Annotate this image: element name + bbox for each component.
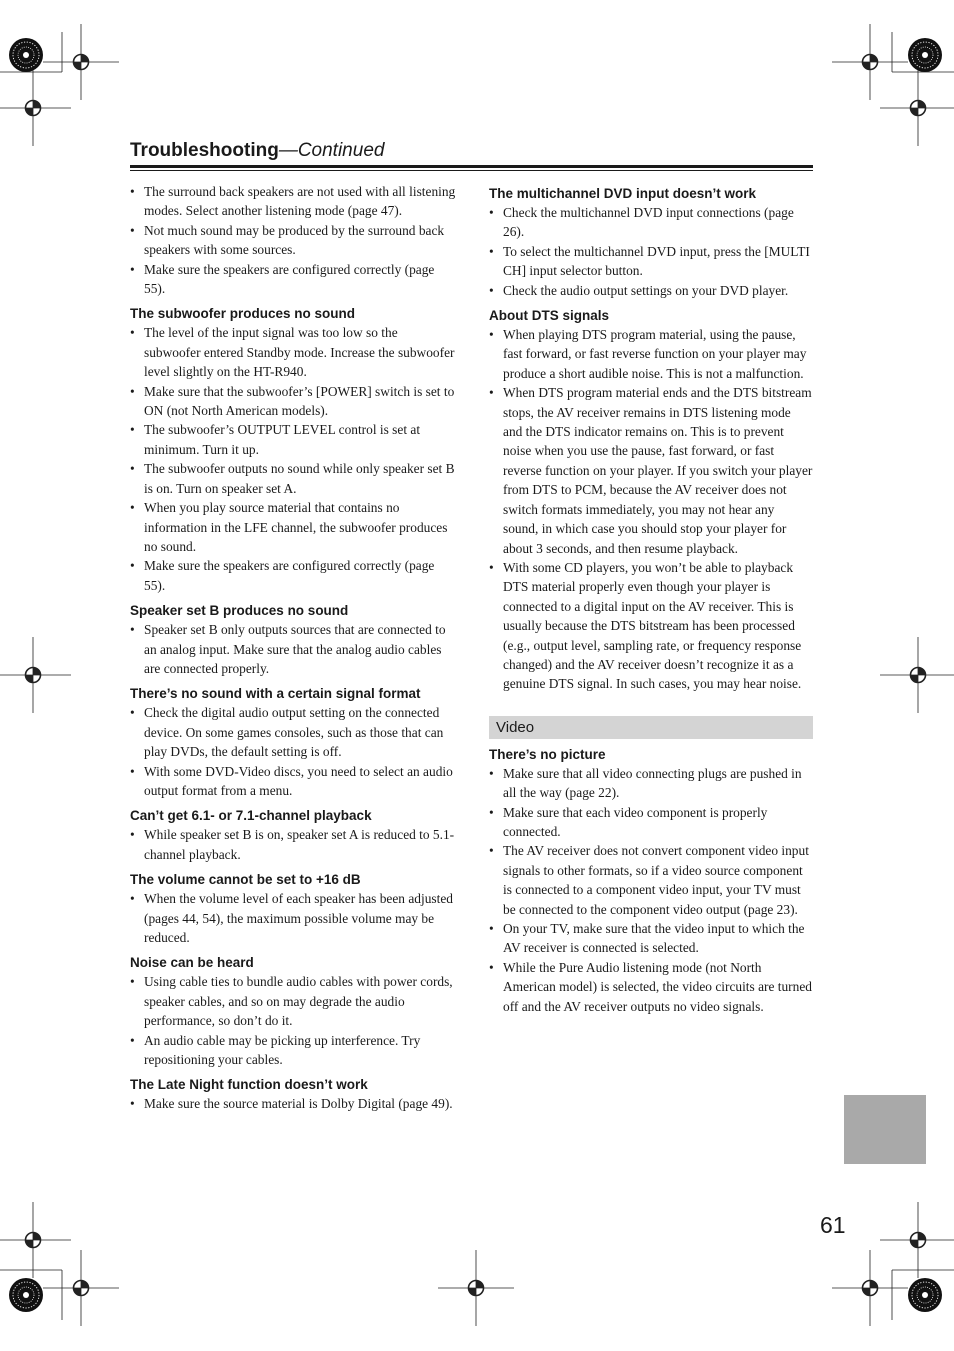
page-title-main: Troubleshooting [130, 140, 279, 161]
list-item: • An audio cable may be picking up interference. Try repositioning your cables. [130, 1031, 456, 1070]
list-item: • When playing DTS program material, using the pause, fast forward, or fast reverse function on your player may produce a short audible noise. This is not a malfunction. [489, 325, 813, 383]
bullet-list [130, 889, 456, 947]
list-item: • While speaker set B is on, speaker set A is reduced to 5.1-channel playback. [130, 825, 456, 864]
list-item: • While the Pure Audio listening mode (not North American model) is selected, the video circuits are turned off and the AV receiver outputs no video signals. [489, 958, 813, 1016]
bullet-list [130, 972, 456, 1069]
right-column [489, 182, 813, 1016]
list-item: • When DTS program material ends and the DTS bitstream stops, the AV receiver remains in DTS listening mode and the DTS indicator remains on. This is to prevent noise when you use the pause, fast forward, or fast reverse function on your player. If you switch your player from DTS to PCM, because the AV receiver does not switch formats immediately, you may not hear any sound, in which case you should stop your player for about 3 seconds, and then resume playback. [489, 383, 813, 558]
list-item: • The AV receiver does not convert component video input signals to other formats, so if a video source component is connected to a component video input, your TV must be connected to the component video output (page 23). [489, 841, 813, 919]
bullet-list [489, 764, 813, 1016]
section-heading: The Late Night function doesn’t work [130, 1077, 368, 1093]
list-item: • Check the audio output settings on your DVD player. [489, 281, 813, 300]
list-item: • With some CD players, you won’t be able to playback DTS material properly even though your player is connected to a digital input on the AV receiver. This is usually because the DTS bitstream has been processed (e.g., output level, sampling rate, or frequency response changed) and the AV receiver doesn’t recognize it as a genuine DTS signal. In such cases, you may hear noise. [489, 558, 813, 694]
list-item: • Speaker set B only outputs sources that are connected to an analog input. Make sure that the analog audio cables are connected properly. [130, 620, 456, 678]
section-heading: Noise can be heard [130, 955, 254, 971]
list-item: • Make sure that the subwoofer’s [POWER] switch is set to ON (not North American models). [130, 382, 456, 421]
list-item: • The subwoofer outputs no sound while only speaker set B is on. Turn on speaker set A. [130, 459, 456, 498]
list-item: • Check the multichannel DVD input connections (page 26). [489, 203, 813, 242]
list-item: • Check the digital audio output setting on the connected device. On some games consoles, such as those that can play DVDs, the default setting is off. [130, 703, 456, 761]
list-item: • The surround back speakers are not used with all listening modes. Select another listening mode (page 47). [130, 182, 456, 221]
bullet-list [489, 325, 813, 694]
header-rule-thick [130, 165, 813, 168]
list-item: • On your TV, make sure that the video input to which the AV receiver is connected is selected. [489, 919, 813, 958]
section-heading: The volume cannot be set to +16 dB [130, 872, 361, 888]
list-item: • Not much sound may be produced by the surround back speakers with some sources. [130, 221, 456, 260]
list-item: • Make sure the speakers are configured correctly (page 55). [130, 260, 456, 299]
page-title [130, 139, 813, 163]
section-heading: About DTS signals [489, 308, 610, 324]
list-item: • Make sure the source material is Dolby Digital (page 49). [130, 1094, 456, 1113]
section-heading: The subwoofer produces no sound [130, 306, 356, 322]
bullet-list [130, 825, 456, 864]
list-item: • With some DVD-Video discs, you need to select an audio output format from a menu. [130, 762, 456, 801]
list-item: • Make sure that all video connecting plugs are pushed in all the way (page 22). [489, 764, 813, 803]
header-rule-thin [130, 170, 813, 171]
page-number: 61 [820, 1212, 846, 1238]
section-heading: There’s no sound with a certain signal format [130, 686, 421, 702]
list-item: • Make sure that each video component is properly connected. [489, 803, 813, 842]
list-item: • The level of the input signal was too low so the subwoofer entered Standby mode. Increase the subwoofer level slightly on the HT-R940. [130, 323, 456, 381]
list-item: • The subwoofer’s OUTPUT LEVEL control is set at minimum. Turn it up. [130, 420, 456, 459]
list-item: • When the volume level of each speaker has been adjusted (pages 44, 54), the maximum possible volume may be reduced. [130, 889, 456, 947]
bullet-list [130, 620, 456, 678]
bullet-list [130, 323, 456, 595]
section-heading: Speaker set B produces no sound [130, 603, 349, 619]
page-header [130, 139, 813, 163]
list-item: • To select the multichannel DVD input, press the [MULTI CH] input selector button. [489, 242, 813, 281]
left-column [130, 182, 456, 1114]
chapter-tab [844, 1095, 926, 1164]
video-section-band: Video [489, 716, 813, 739]
list-item: • Using cable ties to bundle audio cables with power cords, speaker cables, and so on may degrade the audio performance, so don’t do it. [130, 972, 456, 1030]
section-heading: Can’t get 6.1- or 7.1-channel playback [130, 808, 372, 824]
bullet-list [130, 703, 456, 800]
section-heading: The multichannel DVD input doesn’t work [489, 186, 757, 201]
section-heading: There’s no picture [489, 746, 606, 762]
list-item: • Make sure the speakers are configured correctly (page 55). [130, 556, 456, 595]
page-title-continued: —Continued [278, 140, 385, 161]
bullet-list [130, 182, 456, 298]
bullet-list [130, 1094, 456, 1113]
bullet-list [489, 203, 813, 300]
list-item: • When you play source material that contains no information in the LFE channel, the subwoofer produces no sound. [130, 498, 456, 556]
